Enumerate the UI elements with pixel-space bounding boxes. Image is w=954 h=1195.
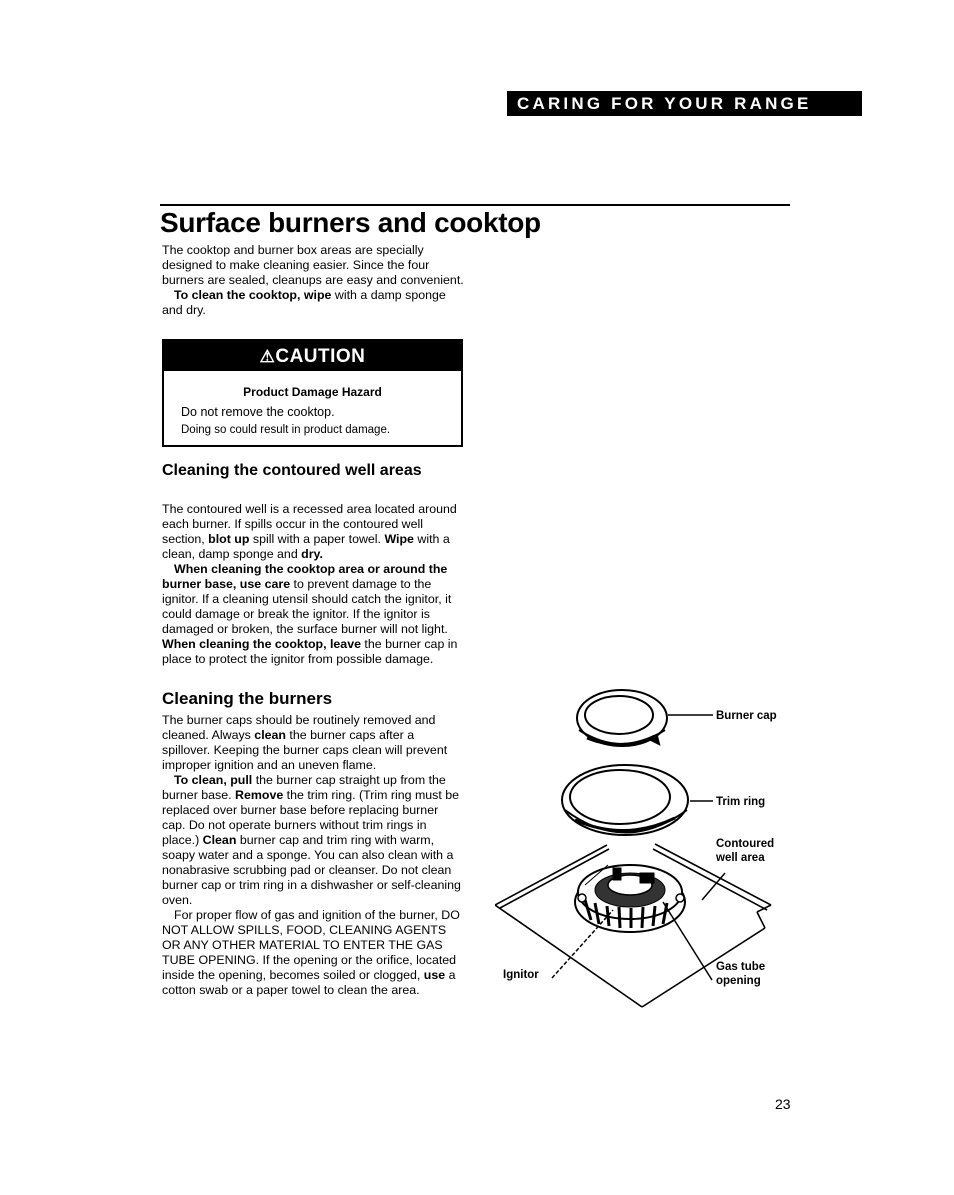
page-number: 23 — [775, 1096, 791, 1112]
s2-p2-text-d: burner cap and trim ring with warm, soapy water and a sponge. You can also clean with a nonabrasive scrubbing pad or cleanser. Do not clean burner cap or trim ring in a dishwasher or self-cleaning oven. — [162, 833, 461, 907]
s2-p2-bold-3: Clean — [202, 833, 237, 847]
contoured-well-label-line2: well area — [716, 852, 765, 864]
section2-paragraph-1 — [162, 713, 464, 773]
burner-cap-drawing — [577, 690, 667, 746]
s1-p2-text-a: to prevent damage to the ignitor. If a cleaning utensil should catch the ignitor, it could damage or break the ignitor. If the ignitor is damaged or broken, the surface burner will not light. — [162, 577, 452, 636]
warning-triangle-icon: ⚠ — [259, 347, 276, 366]
s2-p2-text-a: the burner cap straight up from the burner base. — [162, 773, 446, 802]
intro-text — [162, 243, 464, 318]
s2-bold-1: clean — [254, 728, 286, 742]
page-title: Surface burners and cooktop — [160, 207, 541, 238]
section2-title: Cleaning the burners — [162, 689, 333, 708]
s2-p2-bold-2: Remove — [235, 788, 284, 802]
trim-ring-label: Trim ring — [716, 796, 766, 808]
s1-p2-bold-1: When cleaning the cooktop area or around the burner base, use care — [162, 562, 448, 591]
section1-title: Cleaning the contoured well areas — [162, 462, 422, 479]
section2-paragraph-3 — [162, 908, 464, 998]
gas-tube-label-line1: Gas tube — [716, 961, 766, 973]
ignitor-label: Ignitor — [503, 969, 539, 981]
trim-ring-drawing — [562, 765, 688, 835]
title-rule — [160, 204, 790, 206]
caution-line-2: Doing so could result in product damage. — [181, 424, 391, 436]
section1-paragraph-1 — [162, 502, 464, 562]
s2-text-a: The burner caps should be routinely removed and cleaned. Always — [162, 713, 436, 742]
caution-box — [162, 339, 463, 447]
section-header-bar: CARING FOR YOUR RANGE — [507, 91, 862, 116]
burner-cap-label: Burner cap — [716, 710, 777, 722]
s2-p3-bold-1: use — [423, 968, 446, 982]
section2-text — [162, 713, 464, 998]
s2-p3-text-a: For proper flow of gas and ignition of the burner, DO NOT ALLOW SPILLS, FOOD, CLEANING AGENTS OR ANY OTHER MATERIAL TO ENTER THE GAS TUBE OPENING. If the opening or the orifice, located inside the opening, becomes soiled or clogged, — [162, 908, 460, 982]
s2-p3-text-c: a cotton swab or a paper towel to clean the area. — [162, 968, 456, 997]
intro-paragraph-2 — [162, 288, 464, 318]
intro-paragraph-1: The cooktop and burner box areas are specially designed to make cleaning easier. Since the four burners are sealed, cleanups are easy and convenient. — [162, 243, 464, 287]
s1-bold-3: dry. — [301, 547, 323, 561]
intro-rest-text: with a damp sponge and dry. — [162, 288, 446, 317]
burner-base-drawing — [575, 865, 685, 932]
s2-p2-text-c: the trim ring. (Trim ring must be replaced over burner base before replacing burner cap. Do not operate burners without trim rings in place.) — [162, 788, 460, 847]
burner-diagram — [495, 670, 795, 1020]
section1-paragraph-2 — [162, 562, 464, 667]
s1-text-c: spill with a paper towel. — [249, 532, 385, 546]
section2-paragraph-2 — [162, 773, 464, 908]
s1-text-a: The contoured well is a recessed area located around each burner. If spills occur in the contoured well section, — [162, 502, 457, 546]
gas-tube-label-line2: opening — [716, 975, 761, 987]
intro-bold-text: To clean the cooktop, wipe — [174, 288, 332, 302]
s1-p2-bold-2: When cleaning the cooktop, leave — [162, 637, 361, 651]
gas-tube-leader — [663, 902, 712, 980]
s2-p2-bold-1: To clean, pull — [174, 773, 253, 787]
s1-text-d: with a clean, damp sponge and — [162, 532, 450, 561]
section1-text — [162, 502, 464, 667]
s1-bold-2: Wipe — [384, 532, 414, 546]
caution-header — [164, 341, 461, 371]
caution-label: CAUTION — [275, 346, 366, 367]
s1-p2-text-c: the burner cap in place to protect the ignitor from possible damage. — [162, 637, 458, 666]
s2-text-c: the burner caps after a spillover. Keeping the burner caps clean will prevent improper ignition and an uneven flame. — [162, 728, 448, 772]
caution-subtitle: Product Damage Hazard — [243, 385, 382, 399]
s1-bold-1: blot up — [208, 532, 250, 546]
contoured-well-label-line1: Contoured — [716, 838, 775, 850]
caution-line-1: Do not remove the cooktop. — [181, 405, 335, 419]
